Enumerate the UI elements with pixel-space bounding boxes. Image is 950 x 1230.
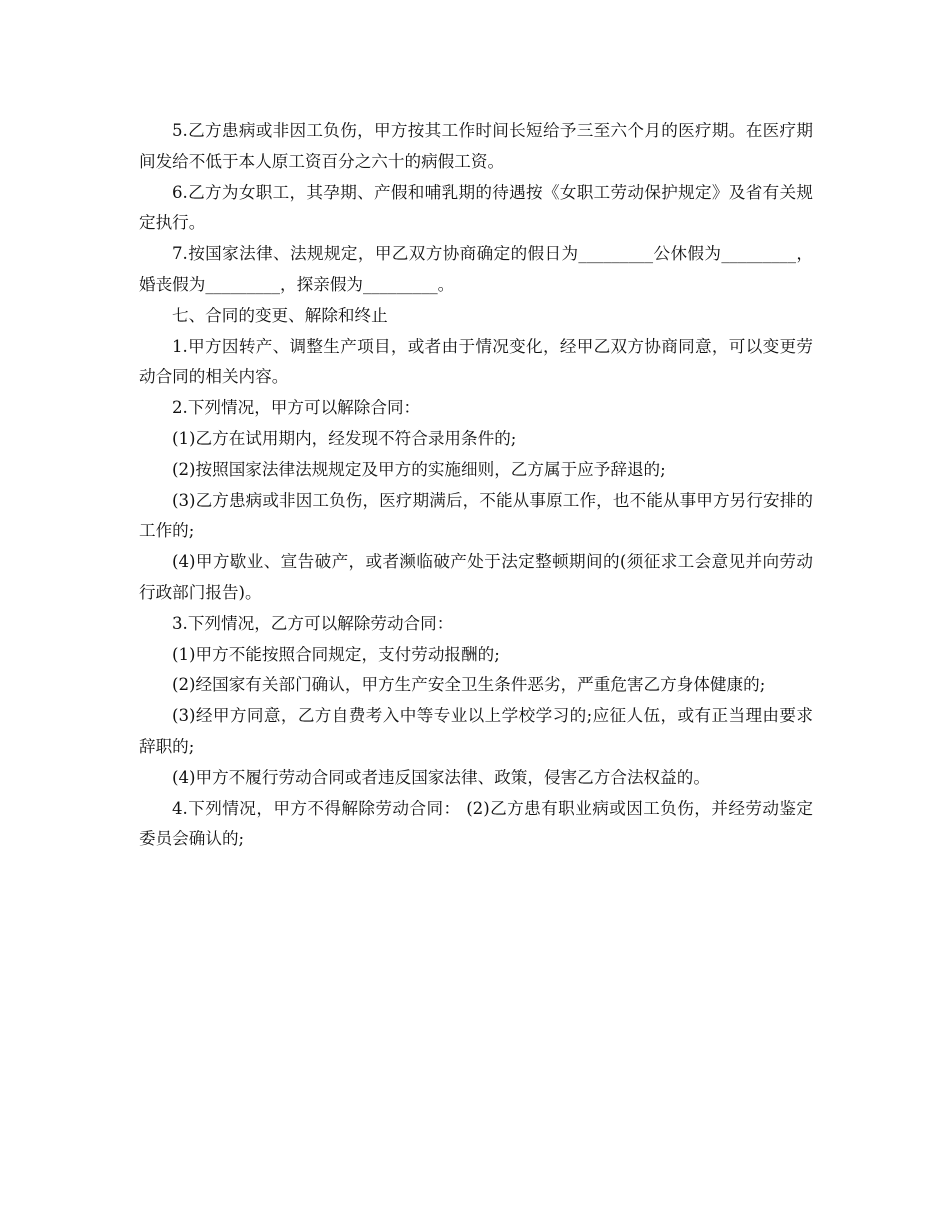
paragraph-employer-termination: 2.下列情况，甲方可以解除合同： [172, 398, 421, 418]
paragraph-change-content: 1.甲方因转产、调整生产项目，或者由于情况变化，经甲乙双方协商同意，可以变更劳动合同的相关内容。 [139, 336, 813, 387]
paragraph-holidays: 7.按国家法律、法规规定，甲乙双方协商确定的假日为_________公休假为_________，婚丧假为_________，探亲假为_________。 [139, 244, 813, 294]
paragraph-female-staff: 6.乙方为女职工，其孕期、产假和哺乳期的待遇按《女职工劳动保护规定》及省有关规定执行。 [139, 182, 813, 233]
paragraph-employee-termination: 3.下列情况，乙方可以解除劳动合同： [172, 613, 454, 633]
list-item-unsafe-conditions: (2)经国家有关部门确认，甲方生产安全卫生条件恶劣，严重危害乙方身体健康的; [172, 675, 766, 695]
document-body [139, 116, 813, 855]
list-item-breach: (4)甲方不履行劳动合同或者违反国家法律、政策，侵害乙方合法权益的。 [172, 767, 710, 787]
list-item-dismissal: (2)按照国家法律法规规定及甲方的实施细则，乙方属于应予辞退的; [172, 459, 666, 479]
list-item-study-resign: (3)经甲方同意，乙方自费考入中等专业以上学校学习的;应征人伍，或有正当理由要求辞职的; [139, 706, 813, 756]
list-item-probation: (1)乙方在试用期内，经发现不符合录用条件的; [172, 428, 517, 448]
list-item-unpaid: (1)甲方不能按照合同规定，支付劳动报酬的; [172, 644, 500, 664]
paragraph-no-termination: 4.下列情况，甲方不得解除劳动合同： (2)乙方患有职业病或因工负伤，并经劳动鉴定委员会确认的; [139, 798, 813, 849]
list-item-medical-period: (3)乙方患病或非因工负伤，医疗期满后，不能从事原工作，也不能从事甲方另行安排的工作的; [139, 490, 813, 541]
list-item-bankruptcy: (4)甲方歇业、宣告破产，或者濒临破产处于法定整顿期间的(须征求工会意见并向劳动行政部门报告)。 [139, 552, 813, 602]
paragraph-sick-leave: 5.乙方患病或非因工负伤，甲方按其工作时间长短给予三至六个月的医疗期。在医疗期间发给不低于本人原工资百分之六十的病假工资。 [139, 121, 813, 171]
section-heading-contract-change: 七、合同的变更、解除和终止 [172, 305, 388, 325]
